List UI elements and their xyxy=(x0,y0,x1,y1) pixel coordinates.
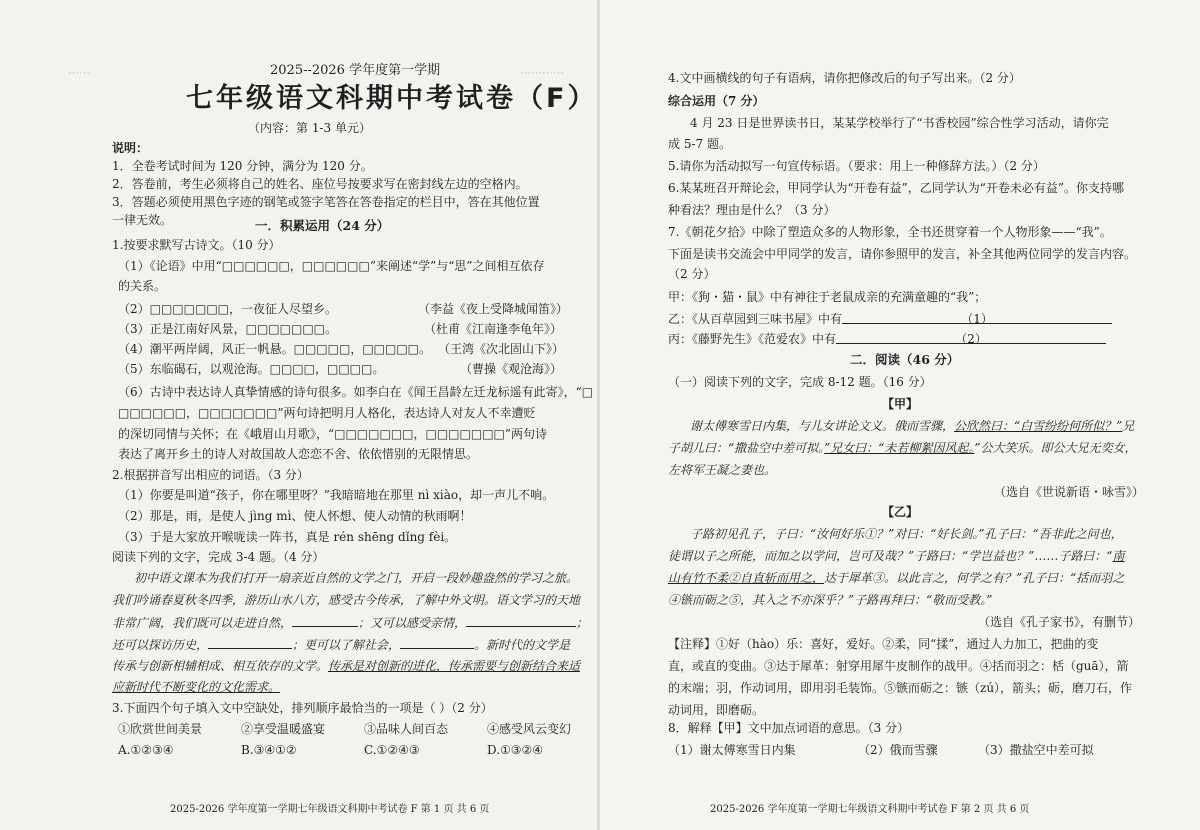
passage-line: 初中语文课本为我们打开一扇亲近自然的文学之门，开启一段妙趣盎然的学习之旅。 xyxy=(134,571,579,585)
passage-text: ；更可以了解社会， xyxy=(292,638,401,652)
text-yi-source: （选自《孔子家书》，有删节） xyxy=(978,615,1141,629)
q3-item: ①欣赏世间美景 xyxy=(118,722,203,736)
text-yi-underlined: 南 xyxy=(1112,549,1125,563)
text-jia-line: 左将军王凝之妻也。 xyxy=(668,463,777,477)
q3-item: ③品味人间百态 xyxy=(364,722,449,736)
text-jia-underlined: 公欣然曰：“白雪纷纷何所似？” xyxy=(954,419,1123,433)
note-line: 一律无效。 xyxy=(112,213,173,227)
passage-line xyxy=(112,658,580,674)
question-1-6: （6）古诗中表达诗人真挚情感的诗句很多。如李白在《闻王昌龄左迁龙标遥有此寄》，“□ xyxy=(118,385,594,399)
section-2-title: 二．阅读（46 分） xyxy=(850,352,960,367)
text-jia-label: 【甲】 xyxy=(882,397,919,411)
exam-content-scope: （内容：第 1-3 单元） xyxy=(248,121,371,135)
bleed-through-text: ⋯⋯ xyxy=(68,66,90,79)
answer-blank xyxy=(208,636,292,649)
question-1-3-source: （杜甫《江南逢李龟年》） xyxy=(424,322,563,336)
answer-blank xyxy=(292,614,358,627)
question-1-1-cont: 的关系。 xyxy=(118,279,167,293)
speaker-yi-text: 乙：《从百草园到三味书屋》中有 xyxy=(668,312,843,326)
text-yi-underlined: 山有竹不柔②自直斩而用之， xyxy=(668,571,825,585)
speaker-bing xyxy=(668,331,1106,347)
answer-blank-2: （2） xyxy=(836,331,1106,344)
reading-intro: 阅读下列的文字，完成 3-4 题。（4 分） xyxy=(112,550,325,564)
q3-option-a: A.①②③④ xyxy=(118,743,174,757)
text-jia-text: 谢太傅寒雪日内集，与儿女讲论文义。俄而雪骤， xyxy=(690,419,955,433)
question-4: 4.文中画横线的句子有语病，请你把修改后的句子写出来。（2 分） xyxy=(668,71,1021,85)
question-3-items xyxy=(118,721,600,737)
exam-year-term: 2025--2026 学年度第一学期 xyxy=(270,63,441,78)
text-jia-source: （选自《世说新语・咏雪》） xyxy=(994,485,1145,499)
question-2-2: （2）那是，雨，是使人 jìng mì、使人怀想、使人动情的秋雨啊！ xyxy=(118,509,472,523)
page-2-footer: 2025-2026 学年度第一学期七年级语文科期中考试卷 F 第 2 页 共 6 页 xyxy=(710,804,1030,815)
exam-title: 七年级语文科期中考试卷（F） xyxy=(186,83,598,114)
answer-blank xyxy=(466,614,576,627)
question-3: 3.下面四个句子填入文中空缺处，排列顺序最恰当的一项是（ ）（2 分） xyxy=(112,701,493,715)
q8-item: （1）谢太傅寒雪日内集 xyxy=(668,743,796,757)
question-8-items xyxy=(668,742,1094,758)
text-yi-text: 徒谓以子之所能，而加之以学问，岂可及哉？”子路曰：“学岂益也？”……子路曰：“ xyxy=(668,549,1113,563)
question-1-2-source: （李益《夜上受降城闻笛》） xyxy=(418,302,569,316)
note-line: 2．答卷前，考生必须将自己的姓名、座位号按要求写在密封线左边的空格内。 xyxy=(112,177,528,191)
notes-heading: 说明： xyxy=(112,141,149,155)
question-5: 5.请你为活动拟写一句宣传标语。（要求：用上一种修辞方法。）（2 分） xyxy=(668,159,1045,173)
text-jia-line xyxy=(690,418,1134,434)
question-7-score: （2 分） xyxy=(668,267,716,281)
question-1-6-cont: □□□□□□，□□□□□□□”两句诗把明月人格化，表达诗人对友人不幸遭贬 xyxy=(118,406,536,420)
question-7-cont: 下面是读书交流会中甲同学的发言，请你参照甲的发言，补全其他两位同学的发言内容。 xyxy=(668,247,1137,261)
passage-text: 传承与创新相辅相成、相互依存的文学。 xyxy=(112,659,329,673)
question-1-1: （1）《论语》中用“□□□□□□，□□□□□□”来阐述“学”与“思”之间相互依存 xyxy=(118,259,545,273)
text-yi-line xyxy=(668,548,1125,564)
question-1-5: （5）东临碣石，以观沧海。□□□□，□□□□。 xyxy=(118,362,385,376)
question-1-4: （4）潮平两岸阔，风正一帆悬。□□□□□，□□□□□。 xyxy=(118,342,432,356)
question-6-cont: 种看法？理由是什么？（3 分） xyxy=(668,203,836,217)
annotation-line: 直，或直的变曲。③达于犀革：射穿用犀牛皮制作的战甲。④括而羽之：栝（guā），箭 xyxy=(668,659,1129,673)
text-jia-line xyxy=(668,440,1137,456)
annotation-line: 【注释】①好（hào）乐：喜好，爱好。②柔，同“揉”，通过人力加工，把曲的变 xyxy=(668,637,1099,651)
note-line: 1．全卷考试时间为 120 分钟，满分为 120 分。 xyxy=(112,159,373,173)
bleed-through-text: ⋯⋯⋯⋯ xyxy=(520,66,564,79)
text-yi-line xyxy=(668,570,1124,586)
text-yi-line: ④镞而砺之⑤，其入之不亦深乎？”子路再拜曰：“敬而受教。” xyxy=(668,593,993,607)
annotation-line: 动词用，即磨砺。 xyxy=(668,703,765,717)
text-jia-underlined: ”兄女曰：“未若柳絮因风起。 xyxy=(824,441,975,455)
exam-page-2 xyxy=(600,0,1200,830)
text-yi-line: 子路初见孔子，子曰：“汝何好乐①？”对曰：“好长剑。”孔子曰：“吾非此之问也， xyxy=(690,527,1123,541)
passage-text: 。新时代的文学是 xyxy=(474,638,571,652)
q3-option-d: D.①③②④ xyxy=(487,743,544,757)
q8-item: （2）俄而雪骤 xyxy=(858,743,938,757)
q8-item: （3）撒盐空中差可拟 xyxy=(978,743,1094,757)
question-1-6-cont: 表达了离开乡土的诗人对故国故人恋恋不舍、依依惜别的无限情思。 xyxy=(118,447,479,461)
speaker-bing-text: 丙：《藤野先生》《范爱农》中有 xyxy=(668,332,837,346)
question-2-3: （3）于是大家放开喉咙读一阵书，真是 rén shēng dǐng fèi。 xyxy=(118,530,457,544)
reading-1-intro: （一）阅读下列的文字，完成 8-12 题。（16 分） xyxy=(668,375,932,389)
q3-option-b: B.③④①② xyxy=(241,743,297,757)
question-1-title: 1.按要求默写古诗文。（10 分） xyxy=(112,238,281,252)
section-1-title: 一．积累运用（24 分） xyxy=(255,218,390,233)
text-jia-text: 兄 xyxy=(1122,419,1135,433)
question-1-6-cont: 的深切同情与关怀；在《峨眉山月歌》，“□□□□□□□，□□□□□□□”两句诗 xyxy=(118,427,548,441)
text-jia-text: 子胡儿曰：“撒盐空中差可拟。 xyxy=(668,441,825,455)
text-jia-text: ”公大笑乐。即公大兄无奕女， xyxy=(974,441,1137,455)
question-1-3: （3）正是江南好风景，□□□□□□□。 xyxy=(118,322,338,336)
question-1-2: （2）□□□□□□□，一夜征人尽望乡。 xyxy=(118,302,338,316)
activity-intro: 4 月 23 日是世界读书日，某某学校举行了“书香校园”综合性学习活动，请你完 xyxy=(690,116,1109,130)
passage-line xyxy=(112,636,570,653)
text-yi-text: 达于犀革③。以此言之，何学之有？”孔子曰：“括而羽之 xyxy=(824,571,1125,585)
question-7: 7.《朝花夕拾》中除了塑造众多的人物形象，全书还贯穿着一个人物形象——“我”。 xyxy=(668,225,1112,239)
question-6: 6.某某班召开辩论会，甲同学认为“开卷有益”，乙同学认为“开卷未必有益”。你支持哪 xyxy=(668,181,1124,195)
question-2-1: （1）你要是叫道“孩子，你在哪里呀？”我暗暗地在那里 nì xiào，却一声儿不响。 xyxy=(118,488,555,502)
page-1-footer: 2025-2026 学年度第一学期七年级语文科期中考试卷 F 第 1 页 共 6 页 xyxy=(170,804,490,815)
question-3-options xyxy=(118,742,600,758)
text-yi-label: 【乙】 xyxy=(882,505,919,519)
note-line: 3．答题必须使用黑色字迹的钢笔或签字笔答在答卷指定的栏目中，答在其他位置 xyxy=(112,195,540,209)
speaker-yi xyxy=(668,311,1112,327)
underlined-sentence-cont: 应新时代不断变化的文化需求。 xyxy=(112,680,281,694)
passage-text: 非常广阔，我们既可以走进自然， xyxy=(112,616,293,630)
answer-blank-1: （1） xyxy=(842,311,1112,324)
q3-item: ②享受温暖盛宴 xyxy=(241,722,326,736)
q3-item: ④感受风云变幻 xyxy=(487,722,572,736)
integrated-use-heading: 综合运用（7 分） xyxy=(668,94,765,108)
passage-line xyxy=(112,614,588,631)
passage-line: 我们吟诵春夏秋冬四季，游历山水八方，感受古今传承，了解中外文明。语文学习的天地 xyxy=(112,593,581,607)
question-8: 8．解释【甲】文中加点词语的意思。（3 分） xyxy=(668,721,910,735)
question-2-title: 2.根据拼音写出相应的词语。（3 分） xyxy=(112,468,309,482)
speaker-jia: 甲：《狗・猫・鼠》中有神往于老鼠成亲的充满童趣的“我”； xyxy=(668,290,987,304)
passage-text: 还可以探访历史， xyxy=(112,638,209,652)
passage-text: ；又可以感受亲情， xyxy=(358,616,467,630)
annotation-line: 的末端；羽，作动词用，即用羽毛装饰。⑤镞而砺之：镞（zú），箭头；砺，磨刀石，作 xyxy=(668,681,1133,695)
underlined-sentence: 传承是对创新的进化，传承需要与创新结合来适 xyxy=(328,659,581,673)
question-1-4-source: （王湾《次北固山下》） xyxy=(438,342,565,356)
question-1-5-source: （曹操《观沧海》） xyxy=(460,362,563,376)
passage-text: ； xyxy=(576,616,589,630)
q3-option-c: C.①②④③ xyxy=(364,743,420,757)
answer-blank xyxy=(400,636,474,649)
activity-intro-cont: 成 5-7 题。 xyxy=(668,137,731,151)
